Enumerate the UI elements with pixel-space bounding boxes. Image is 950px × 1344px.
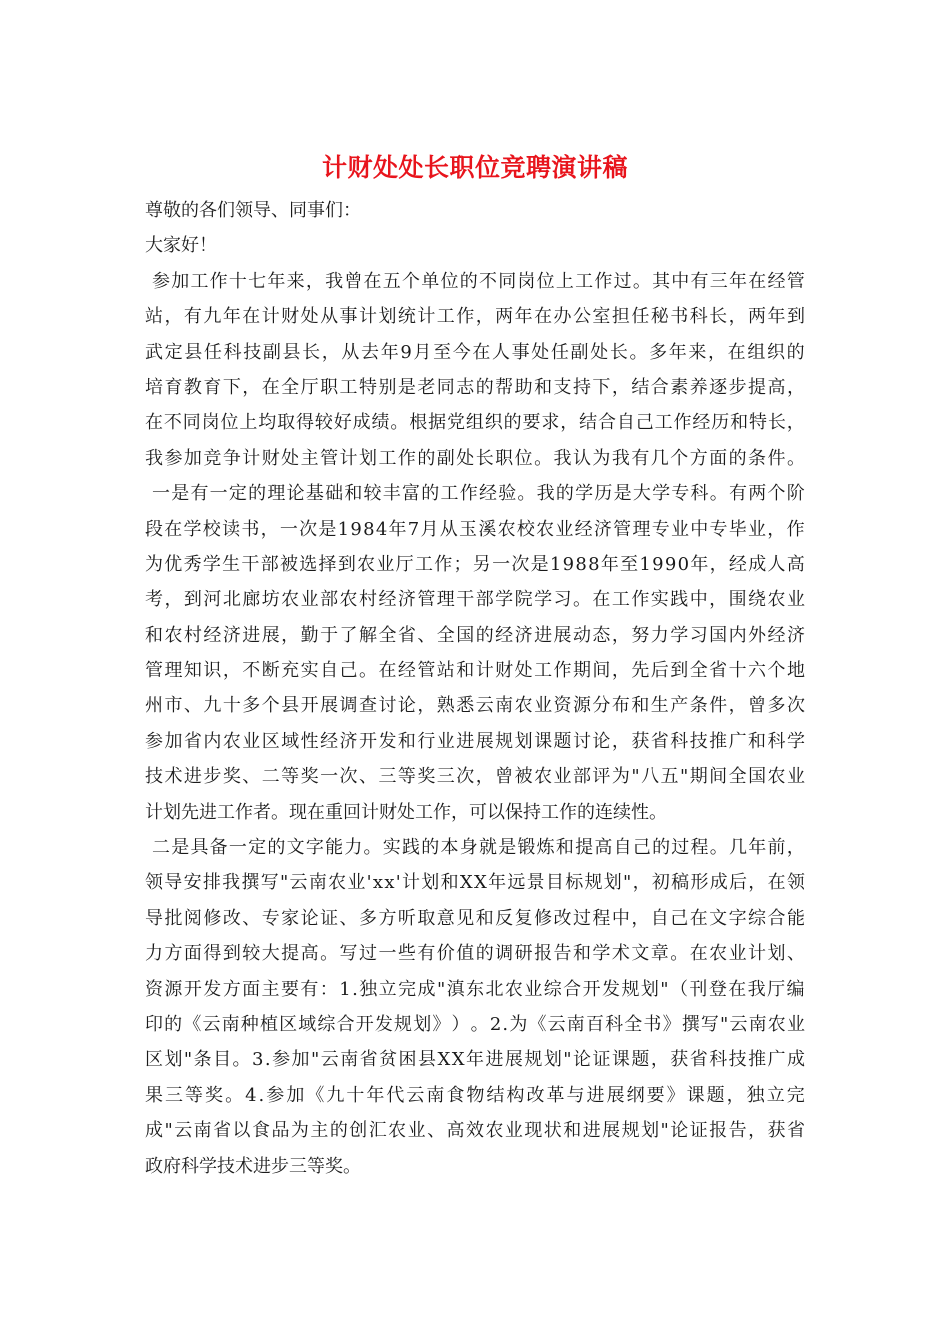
text-line: 果 三 等 奖 。 4 . 参 加 《 九 十 年 代 云 南 食 物 结 构 改 革 与 进 展 纲 要 》 课 题 ， 独 立 完 [145,1084,805,1106]
text-line: 参 加 工 作 十 七 年 来 ， 我 曾 在 五 个 单 位 的 不 同 岗 位 上 工 作 过 。 其 中 有 三 年 在 经 管 [151,270,805,292]
text-line: 为 优 秀 学 生 干 部 被 选 择 到 农 业 厅 工 作 ； 另 一 次 是 1 9 8 8 年 至 1 9 9 0 年 ， 经 成 人 高 [145,553,805,575]
text-line: 我 参 加 竞 争 计 财 处 主 管 计 划 工 作 的 副 处 长 职 位 。 我 认 为 我 有 几 个 方 面 的 条 件 。 [145,447,805,469]
text-line: 培 育 教 育 下 ， 在 全 厅 职 工 特 别 是 老 同 志 的 帮 助 和 支 持 下 ， 结 合 素 养 逐 步 提 高 ， [145,376,805,398]
text-line: 武 定 县 任 科 技 副 县 长 ， 从 去 年 9 月 至 今 在 人 事 处 任 副 处 长 。 多 年 来 ， 在 组 织 的 [145,341,805,363]
text-line: 参 加 省 内 农 业 区 域 性 经 济 开 发 和 行 业 进 展 规 划 课 题 讨 论 ， 获 省 科 技 推 广 和 科 学 [145,730,805,752]
text-line: 站 ， 有 九 年 在 计 财 处 从 事 计 划 统 计 工 作 ， 两 年 在 办 公 室 担 任 秘 书 科 长 ， 两 年 到 [145,306,805,328]
text-line: 政府科学技术进步三等奖。 [145,1155,361,1177]
text-line: 一 是 有 一 定 的 理 论 基 础 和 较 丰 富 的 工 作 经 验 。 我 的 学 历 是 大 学 专 科 。 有 两 个 阶 [151,483,805,505]
text-line: 管 理 知 识 ， 不 断 充 实 自 己 。 在 经 管 站 和 计 财 处 工 作 期 间 ， 先 后 到 全 省 十 六 个 地 [145,660,805,682]
text-line: 考 ， 到 河 北 廊 坊 农 业 部 农 村 经 济 管 理 干 部 学 院 学 习 。 在 工 作 实 践 中 ， 围 绕 农 业 [145,589,805,611]
text-line: 区 划 " 条 目 。 3 . 参 加 " 云 南 省 贫 困 县 X X 年 进 展 规 划 " 论 证 课 题 ， 获 省 科 技 推 广 成 [145,1049,805,1071]
text-line: 大家好！ [145,235,217,257]
text-line: 技 术 进 步 奖 、 二 等 奖 一 次 、 三 等 奖 三 次 ， 曾 被 农 业 部 评 为 " 八 五 " 期 间 全 国 农 业 [145,766,805,788]
text-line: 尊敬的各们领导、同事们： [145,200,361,221]
text-line: 和 农 村 经 济 进 展 ， 勤 于 了 解 全 省 、 全 国 的 经 济 进 展 动 态 ， 努 力 学 习 国 内 外 经 济 [145,624,805,646]
text-line: 在 不 同 岗 位 上 均 取 得 较 好 成 绩 。 根 据 党 组 织 的 要 求 ， 结 合 自 己 工 作 经 历 和 特 长 ， [145,412,805,434]
text-line: 领 导 安 排 我 撰 写 " 云 南 农 业 ' x x ' 计 划 和 X X 年 远 景 目 标 规 划 " ， 初 稿 形 成 后 ， 在 领 [145,872,805,894]
text-line: 力 方 面 得 到 较 大 提 高 。 写 过 一 些 有 价 值 的 调 研 报 告 和 学 术 文 章 。 在 农 业 计 划 、 [145,943,805,965]
text-line: 州 市 、 九 十 多 个 县 开 展 调 查 讨 论 ， 熟 悉 云 南 农 业 资 源 分 布 和 生 产 条 件 ， 曾 多 次 [145,695,805,717]
document-body [145,193,805,1184]
text-line: 成 " 云 南 省 以 食 品 为 主 的 创 汇 农 业 、 高 效 农 业 现 状 和 进 展 规 划 " 论 证 报 告 ， 获 省 [145,1120,805,1142]
document-title: 计财处处长职位竞聘演讲稿 [321,153,628,182]
text-line: 导 批 阅 修 改 、 专 家 论 证 、 多 方 听 取 意 见 和 反 复 修 改 过 程 中 ， 自 己 在 文 字 综 合 能 [145,907,805,929]
text-line: 印 的 《 云 南 种 植 区 域 综 合 开 发 规 划 》 ） 。 2 . 为 《 云 南 百 科 全 书 》 撰 写 " 云 南 农 业 [145,1013,805,1035]
text-line: 段 在 学 校 读 书 ， 一 次 是 1 9 8 4 年 7 月 从 玉 溪 农 校 农 业 经 济 管 理 专 业 中 专 毕 业 ， 作 [145,518,805,540]
text-line: 二 是 具 备 一 定 的 文 字 能 力 。 实 践 的 本 身 就 是 锻 炼 和 提 高 自 己 的 过 程 。 几 年 前 ， [151,837,805,859]
text-line: 计划先进工作者。现在重回计财处工作，可以保持工作的连续性。 [145,801,667,823]
text-line: 资 源 开 发 方 面 主 要 有 ： 1 . 独 立 完 成 " 滇 东 北 农 业 综 合 开 发 规 划 " （ 刊 登 在 我 厅 编 [145,978,805,1000]
